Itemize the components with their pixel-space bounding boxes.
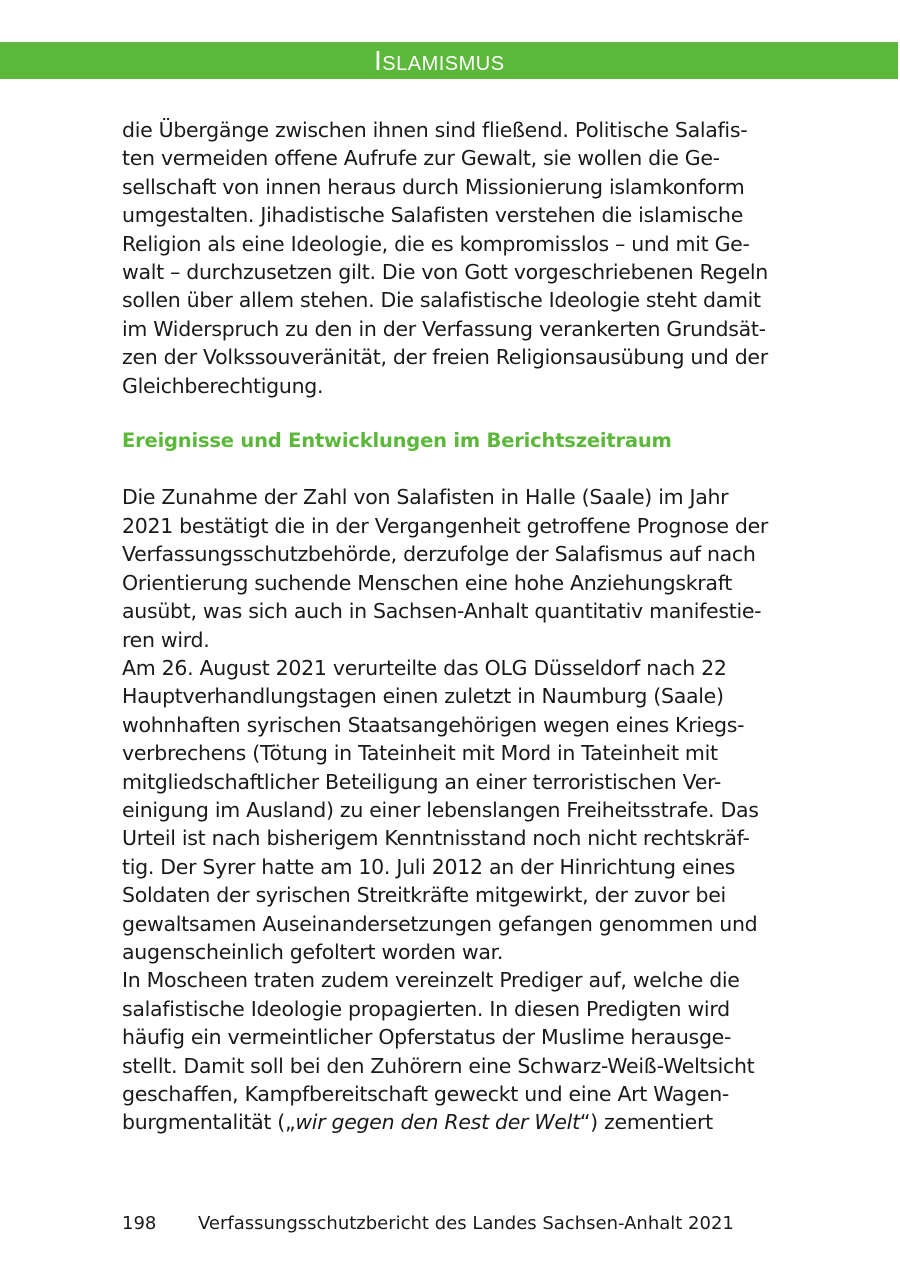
paragraph-1 bbox=[122, 116, 802, 400]
text-line: sollen über allem stehen. Die salafistische Ideologie steht damit bbox=[122, 288, 761, 313]
paragraph-3 bbox=[122, 654, 802, 966]
text-line: ten vermeiden offene Aufrufe zur Gewalt, sie wollen die Ge- bbox=[122, 146, 720, 171]
text-fragment: burgmentalität („ bbox=[122, 1110, 296, 1135]
publication-title: Verfassungsschutzbericht des Landes Sachsen-Anhalt 2021 bbox=[198, 1213, 734, 1234]
page-body bbox=[122, 116, 802, 1137]
text-line: Religion als eine Ideologie, die es kompromisslos – und mit Ge- bbox=[122, 231, 750, 256]
text-line: Soldaten der syrischen Streitkräfte mitgewirkt, der zuvor bei bbox=[122, 883, 726, 908]
section-title: Islamismus bbox=[374, 45, 505, 76]
text-line: mitgliedschaftlicher Beteiligung an einer terroristischen Ver- bbox=[122, 769, 722, 794]
text-line: Orientierung suchende Menschen eine hohe Anziehungskraft bbox=[122, 570, 732, 595]
text-line: tig. Der Syrer hatte am 10. Juli 2012 an der Hinrichtung eines bbox=[122, 854, 736, 879]
paragraph-2 bbox=[122, 483, 802, 653]
italic-quote: wir gegen den Rest der Welt bbox=[295, 1110, 580, 1135]
text-line: zen der Volkssouveränität, der freien Religionsausübung und der bbox=[122, 345, 768, 370]
text-line: augenscheinlich gefoltert worden war. bbox=[122, 939, 504, 964]
text-line: sellschaft von innen heraus durch Missionierung islamkonform bbox=[122, 174, 745, 199]
text-line: umgestalten. Jihadistische Salafisten verstehen die islamische bbox=[122, 203, 744, 228]
paragraph-4 bbox=[122, 966, 802, 1136]
text-line: häufig ein vermeintlicher Opferstatus der Muslime herausge- bbox=[122, 1025, 732, 1050]
text-line: wohnhaften syrischen Staatsangehörigen wegen eines Kriegs- bbox=[122, 712, 745, 737]
text-line: Urteil ist nach bisherigem Kenntnisstand noch nicht rechtskräf- bbox=[122, 826, 750, 851]
text-line-with-quote bbox=[122, 1108, 802, 1136]
text-line: ren wird. bbox=[122, 627, 210, 652]
section-heading: Ereignisse und Entwicklungen im Berichtszeitraum bbox=[122, 429, 672, 453]
text-line: einigung im Ausland) zu einer lebenslangen Freiheitsstrafe. Das bbox=[122, 797, 759, 822]
text-line: 2021 bestätigt die in der Vergangenheit getroffene Prognose der bbox=[122, 513, 769, 538]
text-line: Verfassungsschutzbehörde, derzufolge der Salafismus auf nach bbox=[122, 542, 756, 567]
text-line: Gleichberechtigung. bbox=[122, 373, 324, 398]
text-line: Die Zunahme der Zahl von Salafisten in Halle (Saale) im Jahr bbox=[122, 485, 729, 510]
text-line: In Moscheen traten zudem vereinzelt Prediger auf, welche die bbox=[122, 968, 740, 993]
text-line: die Übergänge zwischen ihnen sind fließend. Politische Salafis- bbox=[122, 118, 748, 142]
text-line: stellt. Damit soll bei den Zuhörern eine Schwarz-Weiß-Weltsicht bbox=[122, 1053, 755, 1078]
text-line: ausübt, was sich auch in Sachsen-Anhalt quantitativ manifestie- bbox=[122, 599, 762, 624]
text-line: verbrechens (Tötung in Tateinheit mit Mord in Tateinheit mit bbox=[122, 741, 718, 766]
text-fragment: “) zementiert bbox=[579, 1110, 713, 1135]
text-line: Am 26. August 2021 verurteilte das OLG Düsseldorf nach 22 bbox=[122, 655, 727, 680]
page-number: 198 bbox=[122, 1213, 157, 1234]
text-line: geschaffen, Kampfbereitschaft geweckt und eine Art Wagen- bbox=[122, 1082, 729, 1106]
text-line: im Widerspruch zu den in der Verfassung verankerten Grundsät- bbox=[122, 316, 766, 341]
text-line: gewaltsamen Auseinandersetzungen gefangen genommen und bbox=[122, 911, 758, 936]
text-line: salafistische Ideologie propagierten. In diesen Predigten wird bbox=[122, 996, 730, 1021]
text-line: walt – durchzusetzen gilt. Die von Gott vorgeschriebenen Regeln bbox=[122, 260, 768, 285]
text-line: Hauptverhandlungstagen einen zuletzt in Naumburg (Saale) bbox=[122, 684, 724, 709]
